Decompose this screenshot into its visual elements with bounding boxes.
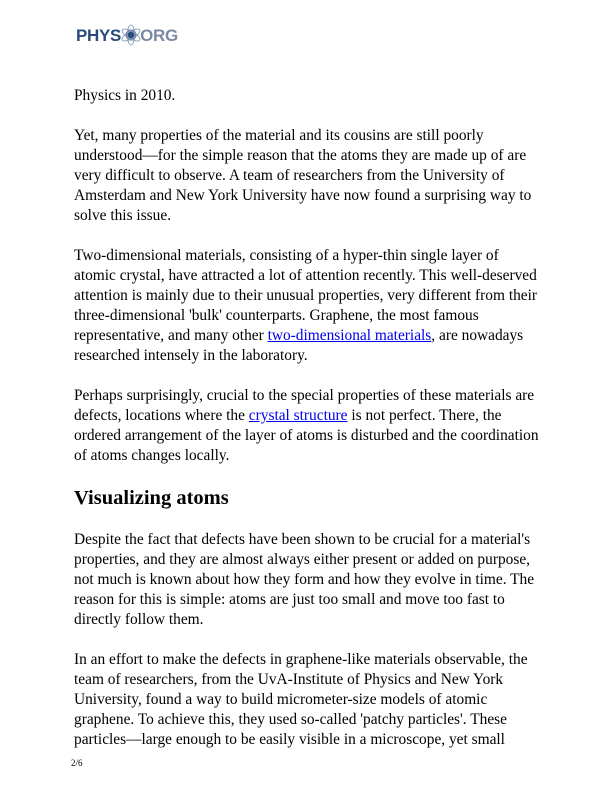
- article-body: [74, 86, 544, 770]
- article-paragraph: Yet, many properties of the material and its cousins are still poorly understood—for the simple reason that the atoms they are made up of are very difficult to observe. A team of researchers from the University of Amsterdam and New York University have now found a surprising way to solve this issue.: [74, 127, 532, 224]
- article-paragraph: [74, 386, 544, 466]
- logo-text-phys: PHYS: [76, 26, 122, 45]
- link-two-dimensional-materials[interactable]: two-dimensional materials: [267, 327, 432, 344]
- paragraph-text: Two-dimensional materials, consisting of a hyper-thin single layer of atomic crystal, have attracted a lot of attention recently. This well-deserved attention is mainly due to their unusual properties, very different from their three-dimensional 'bulk' counterparts. Graphene, the most famous representative, and many other: [74, 247, 538, 344]
- article-paragraph: In an effort to make the defects in graphene-like materials observable, the team of researchers, from the UvA-Institute of Physics and New York University, found a way to build micrometer-size models of atomic graphene. To achieve this, they used so-called 'patchy particles'. These particles—large enough to be easily visible in a microscope, yet small: [74, 651, 528, 748]
- atom-icon: [120, 24, 142, 46]
- page-number: 2/6: [71, 758, 83, 768]
- section-heading: Visualizing atoms: [74, 487, 229, 509]
- phys-org-logo[interactable]: [76, 24, 178, 48]
- article-paragraph: [74, 246, 544, 366]
- article-paragraph: Physics in 2010.: [74, 87, 176, 104]
- article-paragraph: Despite the fact that defects have been shown to be crucial for a material's properties, and they are almost always either present or added on purpose, not much is known about how they form and how they evolve in time. The reason for this is simple: atoms are just too small and move too fast to directly follow them.: [74, 531, 535, 628]
- link-crystal-structure[interactable]: crystal structure: [248, 407, 348, 424]
- paragraph-text: Perhaps surprisingly, crucial to the special properties of these materials are defects, locations where the: [74, 387, 535, 424]
- paragraph-text: , are nowadays researched intensely in the laboratory.: [74, 327, 524, 364]
- logo-text-org: ORG: [140, 26, 178, 45]
- paragraph-text: is not perfect. There, the ordered arrangement of the layer of atoms is disturbed and the coordination of atoms changes locally.: [74, 407, 539, 464]
